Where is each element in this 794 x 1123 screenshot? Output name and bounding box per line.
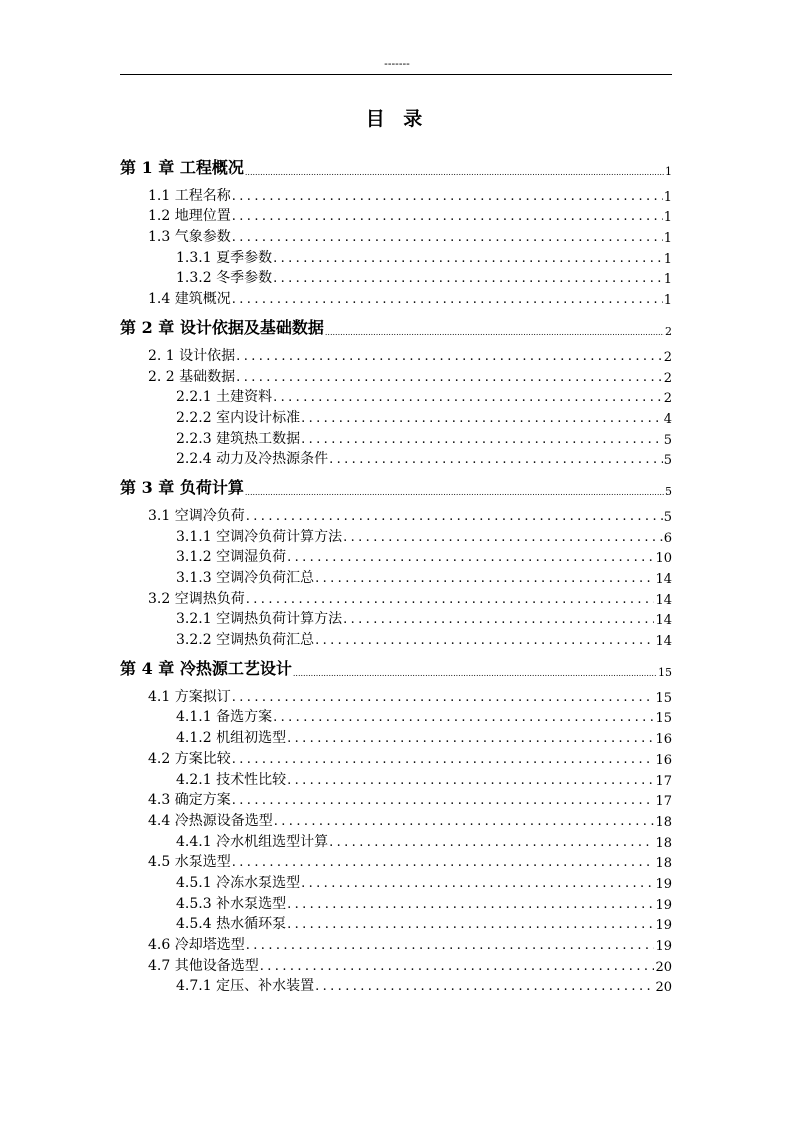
toc-section-entry[interactable]: [120, 267, 672, 288]
toc-entry-label: 3.1.1 空调冷负荷计算方法: [176, 528, 343, 545]
toc-page-number: 16: [655, 752, 672, 768]
toc-entry-label: 4.5.4 热水循环泵: [176, 916, 287, 933]
toc-page-number: 10: [655, 551, 672, 567]
toc-leader-dots: [315, 633, 654, 649]
toc-entry-label: 4.2.1 技术性比较: [176, 771, 287, 788]
toc-section-entry[interactable]: [120, 871, 672, 892]
toc-entry-label: 4.5 水泵选型: [148, 854, 231, 871]
toc-leader-dots: [329, 452, 663, 468]
toc-section-entry[interactable]: [120, 726, 672, 747]
toc-section-entry[interactable]: [120, 566, 672, 587]
toc-entry-label: 3.2.2 空调热负荷汇总: [176, 632, 315, 649]
toc-entry-label: 4.5.3 补水泵选型: [176, 895, 287, 912]
toc-entry-label: 2.2.4 动力及冷热源条件: [176, 451, 329, 468]
toc-section-entry[interactable]: [120, 546, 672, 567]
toc-entry-label: 4.7 其他设备选型: [148, 957, 259, 974]
toc-page-number: 1: [663, 293, 672, 309]
toc-leader-dots: [287, 917, 654, 933]
toc-section-entry[interactable]: [120, 246, 672, 267]
toc-page-number: 20: [655, 959, 672, 975]
toc-page-number: 1: [665, 165, 672, 178]
toc-page-number: 14: [655, 634, 672, 650]
toc-section-entry[interactable]: [120, 344, 672, 365]
toc-leader-dots: [301, 411, 663, 427]
toc-page-number: 5: [663, 453, 672, 469]
toc-page-number: 17: [655, 794, 672, 810]
toc-leader-dots: [246, 938, 655, 954]
toc-page-number: 6: [663, 530, 672, 546]
toc-entry-label: 4.5.1 冷冻水泵选型: [176, 874, 301, 891]
toc-section-entry[interactable]: [120, 747, 672, 768]
toc-page-number: 19: [655, 876, 672, 892]
toc-page-number: 5: [665, 485, 672, 499]
toc-section-entry[interactable]: [120, 587, 672, 608]
toc-leader-dots: [287, 897, 654, 913]
toc-leader-dots: [246, 592, 655, 608]
toc-section-entry[interactable]: [120, 504, 672, 525]
toc-page-number: 18: [655, 856, 672, 872]
toc-leader-dots: [293, 669, 657, 679]
toc-page-number: 19: [655, 897, 672, 913]
toc-leader-dots: [245, 488, 664, 498]
toc-section-entry[interactable]: [120, 448, 672, 469]
toc-leader-dots: [287, 731, 654, 747]
toc-section-entry[interactable]: [120, 913, 672, 934]
toc-section-entry[interactable]: [120, 287, 672, 308]
toc-leader-dots: [232, 292, 663, 308]
toc-page-number: 5: [663, 509, 672, 525]
toc-leader-dots: [343, 530, 663, 546]
toc-entry-label: 4.1.1 备选方案: [176, 709, 273, 726]
toc-chapter-entry[interactable]: [120, 314, 672, 338]
toc-page-number: 19: [655, 918, 672, 934]
toc-page-number: 18: [655, 835, 672, 851]
toc-section-entry[interactable]: [120, 685, 672, 706]
toc-entry-label: 2.2.1 土建资料: [176, 389, 273, 406]
toc-entry-label: 1.1 工程名称: [148, 187, 231, 204]
toc-entry-label: 1.3 气象参数: [148, 229, 231, 246]
toc-entry-label: 第 4 章 冷热源工艺设计: [120, 659, 292, 679]
toc-section-entry[interactable]: [120, 954, 672, 975]
toc-page-number: 1: [663, 231, 672, 247]
toc-page-number: 20: [655, 980, 672, 996]
toc-entry-label: 3.2.1 空调热负荷计算方法: [176, 611, 343, 628]
toc-page-number: 18: [655, 814, 672, 830]
toc-leader-dots: [301, 876, 654, 892]
toc-leader-dots: [287, 773, 654, 789]
toc-section-entry[interactable]: [120, 184, 672, 205]
toc-section-entry[interactable]: [120, 386, 672, 407]
toc-page-number: 2: [663, 391, 672, 407]
toc-entry-label: 第 3 章 负荷计算: [120, 478, 244, 498]
toc-section-entry[interactable]: [120, 933, 672, 954]
toc-entry-label: 2. 2 基础数据: [148, 368, 236, 385]
toc-page-number: 5: [663, 432, 672, 448]
toc-section-entry[interactable]: [120, 525, 672, 546]
toc-page-number: 1: [663, 272, 672, 288]
toc-leader-dots: [273, 710, 654, 726]
toc-page-number: 4: [663, 411, 672, 427]
toc-leader-dots: [246, 509, 663, 525]
toc-leader-dots: [245, 168, 664, 178]
toc-leader-dots: [301, 432, 663, 448]
toc-section-entry[interactable]: [120, 608, 672, 629]
toc-entry-label: 4.4.1 冷水机组选型计算: [176, 833, 329, 850]
toc-page-number: 2: [663, 370, 672, 386]
toc-section-entry[interactable]: [120, 205, 672, 226]
toc-entry-label: 4.4 冷热源设备选型: [148, 812, 273, 829]
toc-chapter-entry[interactable]: [120, 154, 672, 178]
toc-page-number: 2: [665, 325, 672, 339]
header-rule: [120, 74, 672, 75]
toc-entry-label: 4.3 确定方案: [148, 792, 231, 809]
toc-entry-label: 1.4 建筑概况: [148, 291, 231, 308]
toc-section-entry[interactable]: [120, 628, 672, 649]
toc-entry-label: 2. 1 设计依据: [148, 347, 236, 364]
toc-page-number: 14: [655, 572, 672, 587]
toc-entry-label: 3.1.3 空调冷负荷汇总: [176, 570, 315, 586]
toc-leader-dots: [315, 979, 654, 995]
toc-page-number: 1: [663, 189, 672, 205]
toc-entry-label: 2.2.3 建筑热工数据: [176, 430, 301, 447]
toc-page-number: 1: [663, 210, 672, 226]
toc-section-entry[interactable]: [120, 406, 672, 427]
toc-chapter-entry[interactable]: [120, 655, 672, 679]
toc-page-number: 2: [663, 349, 672, 365]
toc-leader-dots: [232, 855, 655, 871]
toc-section-entry[interactable]: [120, 975, 672, 996]
toc-section-entry[interactable]: [120, 809, 672, 830]
toc-leader-dots: [325, 328, 664, 338]
toc-leader-dots: [232, 690, 655, 706]
toc-entry-label: 3.1.2 空调湿负荷: [176, 549, 287, 566]
toc-page-number: 14: [655, 592, 672, 608]
toc-leader-dots: [274, 814, 655, 830]
toc-section-entry[interactable]: [120, 225, 672, 246]
toc-entry-label: 第 2 章 设计依据及基础数据: [120, 318, 324, 338]
toc-page-number: 15: [655, 690, 672, 706]
toc-page-number: 17: [655, 773, 672, 789]
toc-leader-dots: [236, 370, 663, 386]
toc-leader-dots: [260, 959, 655, 975]
toc-section-entry[interactable]: [120, 365, 672, 386]
toc-entry-label: 1.3.2 冬季参数: [176, 270, 273, 287]
toc-entry-label: 4.2 方案比较: [148, 750, 231, 767]
toc-leader-dots: [232, 752, 655, 768]
header-mark: -------: [384, 58, 410, 70]
toc-page-number: 15: [658, 666, 672, 680]
toc-page-number: 14: [655, 613, 672, 629]
toc-entry-label: 4.6 冷却塔选型: [148, 937, 245, 953]
toc-entry-label: 3.2 空调热负荷: [148, 590, 245, 607]
toc-leader-dots: [236, 349, 663, 365]
toc-page-number: 1: [663, 251, 672, 267]
toc-entry-label: 1.2 地理位置: [148, 208, 231, 225]
toc-leader-dots: [273, 271, 663, 287]
toc-leader-dots: [232, 209, 663, 225]
toc-section-entry[interactable]: [120, 789, 672, 810]
toc-entry-label: 2.2.2 室内设计标准: [176, 409, 301, 426]
toc-section-entry[interactable]: [120, 830, 672, 851]
toc-entry-label: 4.7.1 定压、补水装置: [176, 978, 315, 995]
toc-chapter-entry[interactable]: [120, 474, 672, 498]
toc-leader-dots: [315, 571, 654, 587]
toc-section-entry[interactable]: [120, 706, 672, 727]
toc-entry-label: 第 1 章 工程概况: [120, 158, 244, 177]
toc-leader-dots: [232, 189, 663, 205]
toc-entry-label: 4.1 方案拟订: [148, 688, 231, 705]
toc-title: 目 录: [365, 108, 429, 130]
toc-leader-dots: [343, 612, 654, 628]
toc-page-number: 16: [655, 732, 672, 748]
toc-leader-dots: [273, 251, 663, 267]
toc-entry-label: 3.1 空调冷负荷: [148, 507, 245, 524]
toc-leader-dots: [273, 390, 663, 406]
table-of-contents: [120, 148, 672, 995]
toc-section-entry[interactable]: [120, 427, 672, 448]
toc-section-entry[interactable]: [120, 851, 672, 872]
toc-leader-dots: [232, 230, 663, 246]
toc-page-number: 15: [655, 711, 672, 727]
toc-section-entry[interactable]: [120, 768, 672, 789]
toc-leader-dots: [287, 550, 654, 566]
toc-page-number: 19: [655, 939, 672, 954]
toc-leader-dots: [232, 793, 655, 809]
toc-section-entry[interactable]: [120, 892, 672, 913]
toc-leader-dots: [329, 835, 654, 851]
toc-entry-label: 1.3.1 夏季参数: [176, 249, 273, 266]
toc-entry-label: 4.1.2 机组初选型: [176, 730, 287, 747]
